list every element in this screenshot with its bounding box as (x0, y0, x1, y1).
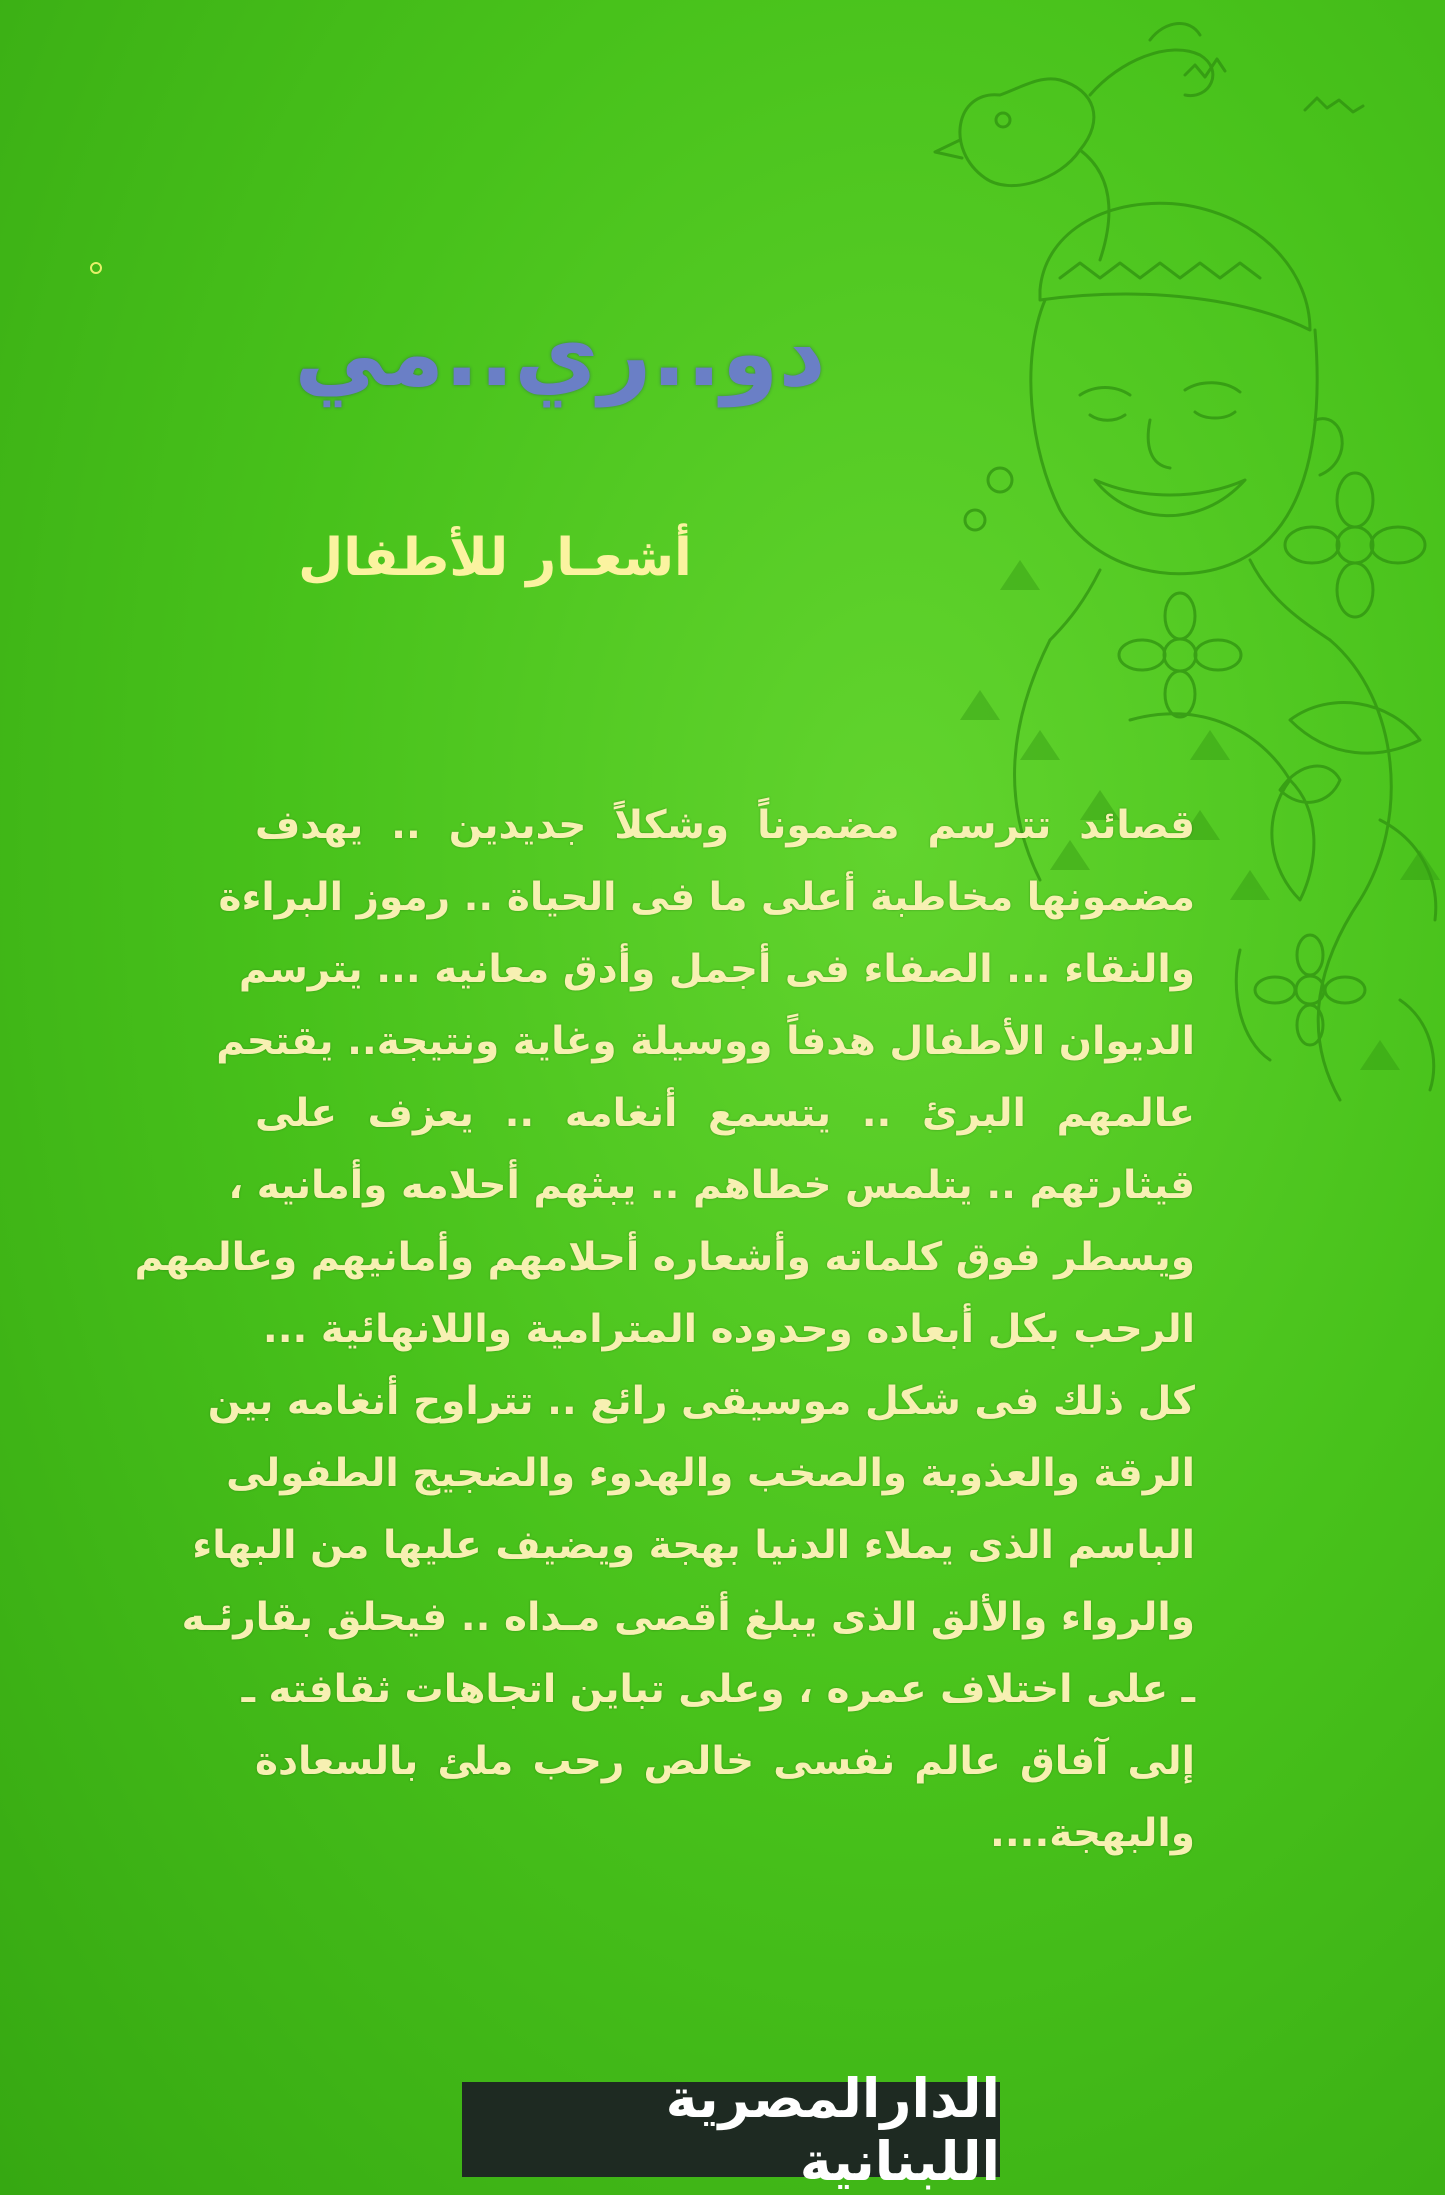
blurb-line: الديوان الأطفال هدفاً ووسيلة وغاية ونتيجة.. يقتحم (216, 1019, 1195, 1064)
blurb-line: قيثارتهم .. يتلمس خطاهم .. يبثهم أحلامه وأمانيه ، (228, 1163, 1195, 1208)
blurb-line: مضمونها مخاطبة أعلى ما فى الحياة .. رموز البراءة (218, 875, 1195, 920)
small-dot-decoration (91, 263, 101, 273)
child-drawing (1031, 203, 1342, 640)
blurb-line: والرواء والألق الذى يبلغ أقصى مـداه .. فيحلق بقارئـه (181, 1595, 1195, 1640)
blurb-line: الباسم الذى يملاء الدنيا بهجة ويضيف عليها من البهاء (192, 1523, 1195, 1568)
blurb-line: عالمهم البرئ .. يتسمع أنغامه .. يعزف على (255, 1091, 1195, 1136)
blurb-line: ـ على اختلاف عمره ، وعلى تباين اتجاهات ثقافته ـ (241, 1667, 1195, 1712)
publisher-name: الدارالمصرية اللبنانية (665, 2066, 1000, 2193)
book-title: دو..ري..مي (294, 300, 826, 407)
blurb-line: كل ذلك فى شكل موسيقى رائع .. تتراوح أنغامه بين (207, 1379, 1195, 1424)
blurb-line: إلى آفاق عالم نفسى خالص رحب ملئ بالسعادة (255, 1739, 1195, 1784)
blurb-line: قصائد تترسم مضموناً وشكلاً جديدين .. يهدف (255, 803, 1195, 848)
blurb-line: والبهجة.... (990, 1811, 1195, 1856)
bird-drawing (935, 24, 1363, 260)
blurb-line: ويسطر فوق كلماته وأشعاره أحلامهم وأمانيهم وعالمهم (134, 1235, 1195, 1280)
blurb-line: الرحب بكل أبعاده وحدوده المترامية واللانهائية ... (262, 1307, 1195, 1352)
book-subtitle: أشعـار للأطفال (298, 528, 692, 588)
blurb-line: والنقاء ... الصفاء فى أجمل وأدق معانيه ... يترسم (238, 947, 1195, 992)
blurb-text (134, 790, 1195, 1870)
blurb-line: الرقة والعذوبة والصخب والهدوء والضجيج الطفولى (226, 1451, 1195, 1496)
publisher-logo (462, 2066, 1000, 2193)
